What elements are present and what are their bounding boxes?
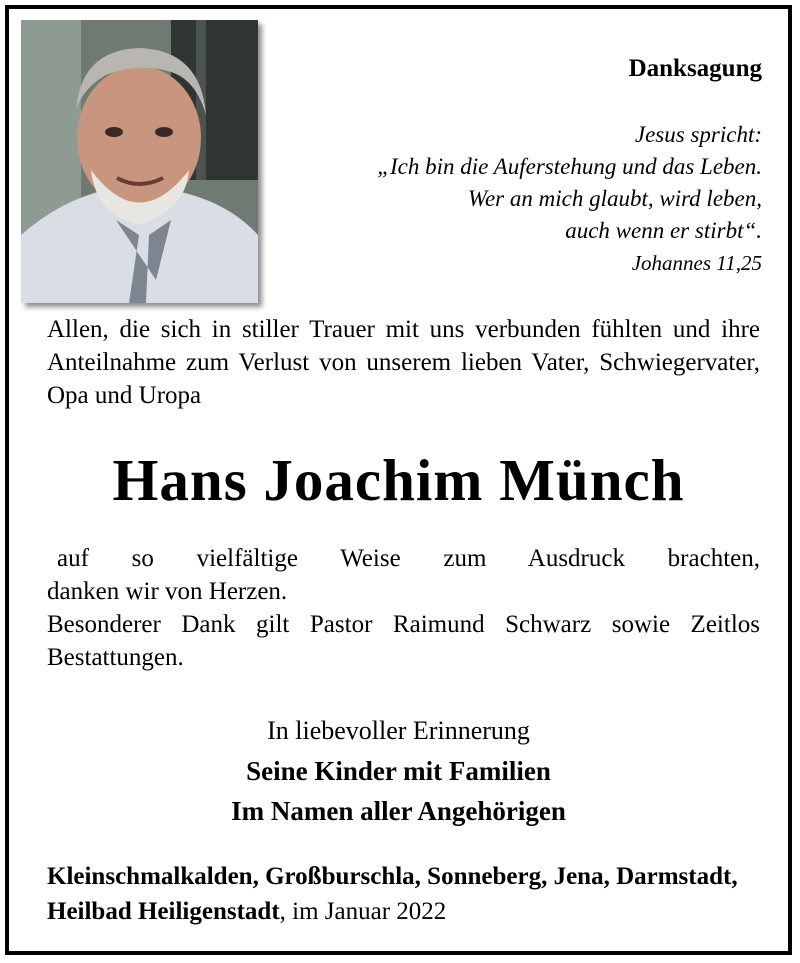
thanks-line: danken wir von Herzen. [47,578,288,605]
quote-line: Jesus spricht: [634,122,762,147]
portrait-image [21,20,258,303]
quote-line: „Ich bin die Auferstehung und das Leben. [377,154,762,179]
date-line: , im Januar 2022 [279,898,447,925]
thanks-line: auf so vielfältige Weise zum Ausdruck brachten, [57,545,760,572]
quote-line: Wer an mich glaubt, wird leben, [467,186,762,211]
special-thanks: Besonderer Dank gilt Pastor Raimund Schwarz sowie Zeitlos Bestattungen. [47,611,760,671]
signoff [9,711,788,831]
deceased-name: Hans Joachim Münch [112,447,685,513]
relatives-line: Im Namen aller Angehörigen [231,796,566,826]
obituary-frame [5,5,792,955]
bible-quote [377,119,762,279]
quote-line: auch wenn er stirbt“. [565,218,762,243]
place-names: Kleinschmalkalden, Großburschla, Sonneberg, Jena, Darmstadt, Heilbad Heiligenstadt [47,863,738,925]
quote-reference: Johannes 11,25 [631,251,762,275]
family-line: Seine Kinder mit Familien [246,756,551,786]
memory-line: In liebevoller Erinnerung [267,716,530,745]
thanks-paragraph [47,542,760,674]
portrait-photo [21,20,258,303]
places-and-date [47,859,777,929]
heading-danksagung: Danksagung [628,55,762,82]
intro-paragraph: Allen, die sich in stiller Trauer mit uns verbunden fühlten und ihre Anteilnahme zum Verlust von unserem lieben Vater, Schwiegervater, Opa und Uropa [47,316,760,409]
